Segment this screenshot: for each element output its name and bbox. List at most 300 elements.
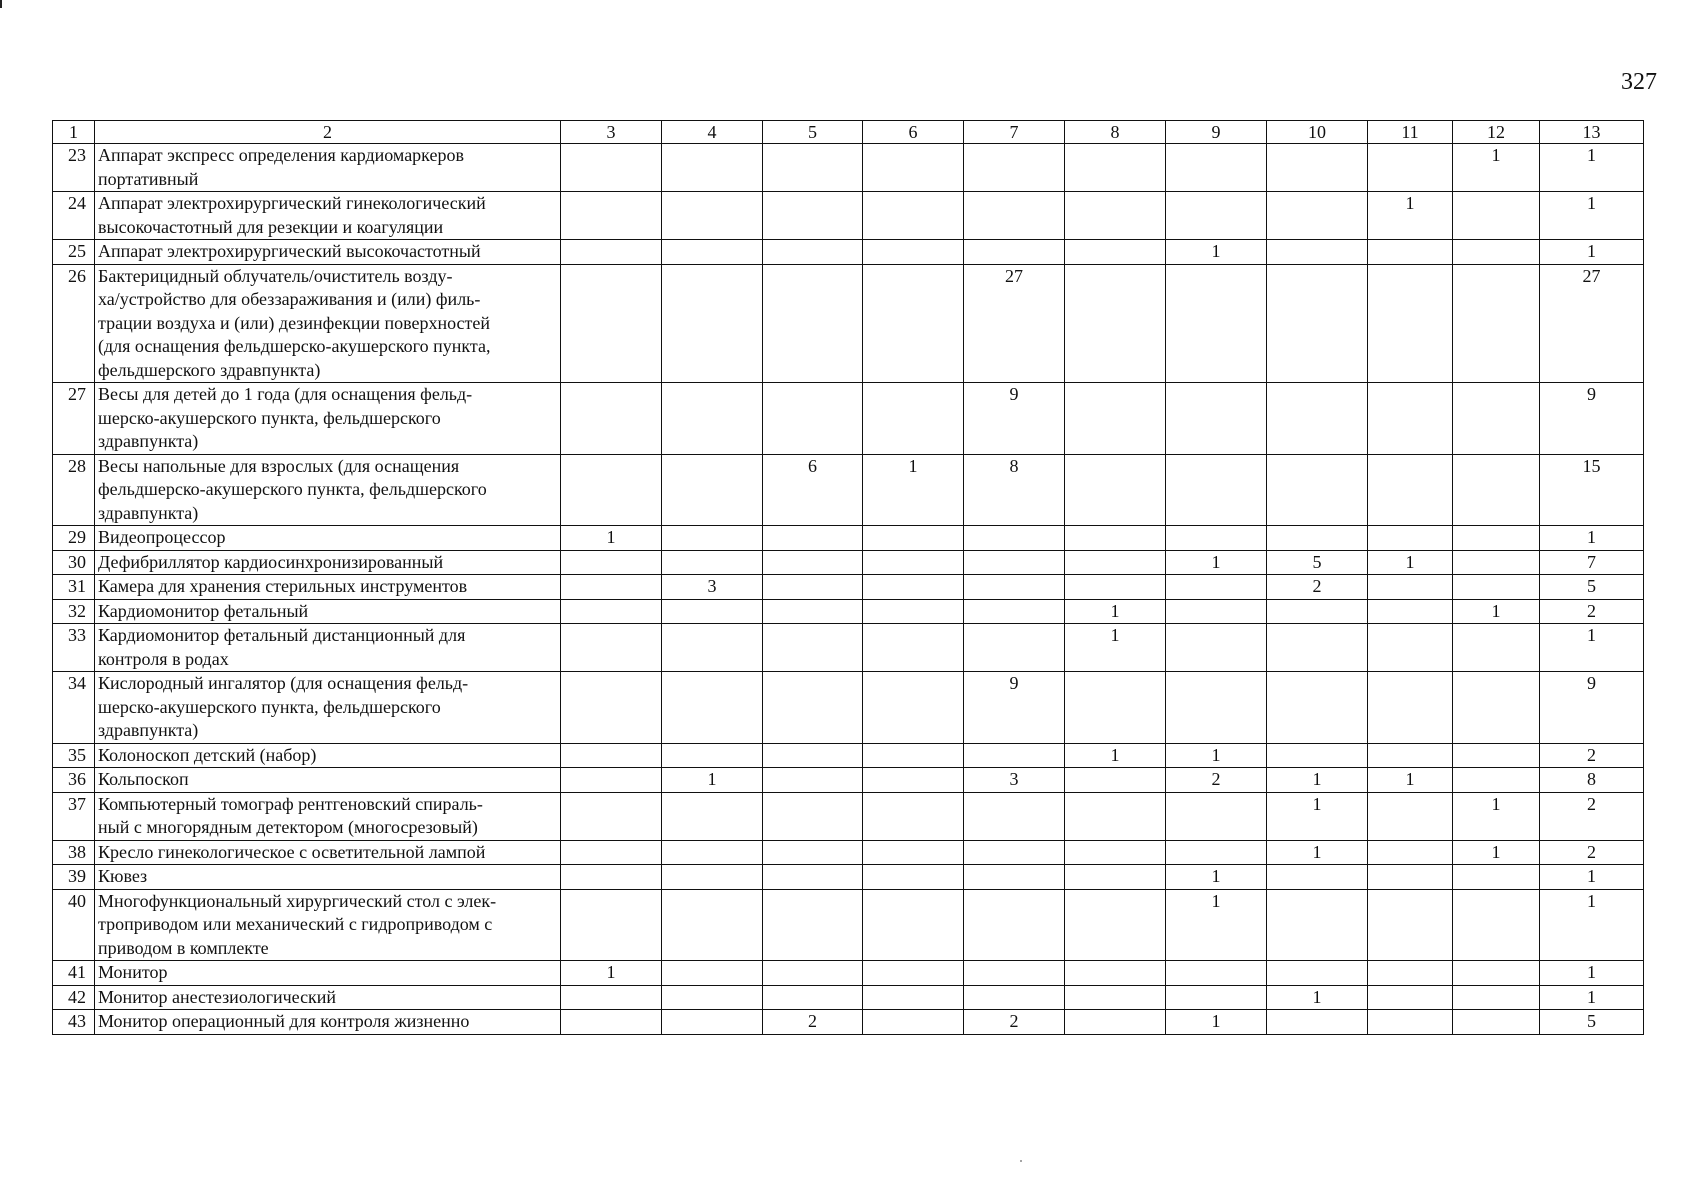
quantity-cell: [1453, 550, 1540, 575]
quantity-cell: [1065, 889, 1166, 961]
quantity-cell: [1166, 840, 1267, 865]
equipment-name: [95, 454, 561, 526]
quantity-cell: [1065, 383, 1166, 455]
quantity-cell: 1: [1540, 624, 1644, 672]
table-header-row: [53, 121, 1644, 144]
equipment-name-line: приводом в комплекте: [98, 937, 269, 958]
row-number: 37: [53, 792, 95, 840]
table-row: [53, 550, 1644, 575]
quantity-cell: [863, 961, 964, 986]
equipment-name: [95, 264, 561, 383]
quantity-cell: 3: [964, 768, 1065, 793]
quantity-cell: [1368, 144, 1453, 192]
quantity-cell: [1368, 240, 1453, 265]
row-number: 33: [53, 624, 95, 672]
quantity-cell: [662, 865, 763, 890]
quantity-cell: [561, 768, 662, 793]
equipment-name: [95, 1010, 561, 1035]
quantity-cell: [1267, 144, 1368, 192]
table-row: [53, 985, 1644, 1010]
quantity-cell: [1453, 624, 1540, 672]
quantity-cell: 5: [1540, 575, 1644, 600]
quantity-cell: 1: [1453, 792, 1540, 840]
row-number: 42: [53, 985, 95, 1010]
quantity-cell: [863, 743, 964, 768]
quantity-cell: [1267, 961, 1368, 986]
quantity-cell: [561, 889, 662, 961]
table-row: [53, 526, 1644, 551]
equipment-name: [95, 599, 561, 624]
quantity-cell: [964, 961, 1065, 986]
equipment-name-line: Кардиомонитор фетальный: [98, 600, 309, 621]
row-number: 31: [53, 575, 95, 600]
column-header: 13: [1540, 121, 1644, 144]
quantity-cell: [763, 768, 863, 793]
column-header: 3: [561, 121, 662, 144]
quantity-cell: [763, 840, 863, 865]
table-row: [53, 624, 1644, 672]
quantity-cell: [1453, 1010, 1540, 1035]
equipment-name-line: портативный: [98, 168, 199, 189]
equipment-name-line: Монитор операционный для контроля жизненно: [98, 1011, 470, 1031]
equipment-name: [95, 961, 561, 986]
row-number: 32: [53, 599, 95, 624]
table-row: [53, 672, 1644, 744]
quantity-cell: [763, 575, 863, 600]
quantity-cell: 9: [964, 672, 1065, 744]
equipment-name-line: фельдшерского здравпункта): [98, 359, 321, 380]
quantity-cell: [1368, 454, 1453, 526]
quantity-cell: [1166, 599, 1267, 624]
equipment-name: [95, 192, 561, 240]
equipment-name-line: фельдшерско-акушерского пункта, фельдшерского: [98, 479, 487, 499]
quantity-cell: [763, 144, 863, 192]
quantity-cell: [662, 144, 763, 192]
quantity-cell: [1368, 889, 1453, 961]
quantity-cell: [763, 961, 863, 986]
equipment-name-line: Аппарат электрохирургический гинекологический: [98, 193, 486, 213]
equipment-name-line: здравпункта): [98, 502, 199, 523]
quantity-cell: 2: [1540, 840, 1644, 865]
quantity-cell: [863, 550, 964, 575]
quantity-cell: 9: [964, 383, 1065, 455]
table-row: [53, 454, 1644, 526]
quantity-cell: [1453, 889, 1540, 961]
quantity-cell: [964, 192, 1065, 240]
column-header: 12: [1453, 121, 1540, 144]
table-row: [53, 240, 1644, 265]
table-row: [53, 840, 1644, 865]
quantity-cell: [1166, 264, 1267, 383]
quantity-cell: 6: [763, 454, 863, 526]
equipment-name: [95, 840, 561, 865]
quantity-cell: [964, 624, 1065, 672]
quantity-cell: [1453, 264, 1540, 383]
row-number: 27: [53, 383, 95, 455]
quantity-cell: [763, 550, 863, 575]
quantity-cell: [1065, 264, 1166, 383]
column-header: 6: [863, 121, 964, 144]
quantity-cell: [1368, 1010, 1453, 1035]
quantity-cell: [763, 624, 863, 672]
row-number: 38: [53, 840, 95, 865]
quantity-cell: [863, 985, 964, 1010]
column-header: 2: [95, 121, 561, 144]
row-number: 34: [53, 672, 95, 744]
column-header: 7: [964, 121, 1065, 144]
quantity-cell: [863, 575, 964, 600]
quantity-cell: [1368, 575, 1453, 600]
quantity-cell: [1368, 865, 1453, 890]
quantity-cell: [763, 985, 863, 1010]
equipment-name: [95, 575, 561, 600]
equipment-name: [95, 743, 561, 768]
quantity-cell: [662, 840, 763, 865]
quantity-cell: [1267, 240, 1368, 265]
quantity-cell: [1267, 599, 1368, 624]
quantity-cell: [561, 575, 662, 600]
quantity-cell: 1: [1453, 144, 1540, 192]
quantity-cell: [1166, 961, 1267, 986]
quantity-cell: [1166, 672, 1267, 744]
quantity-cell: [1267, 672, 1368, 744]
quantity-cell: [1368, 985, 1453, 1010]
equipment-name: [95, 144, 561, 192]
quantity-cell: [1267, 454, 1368, 526]
equipment-name: [95, 624, 561, 672]
quantity-cell: [1065, 865, 1166, 890]
quantity-cell: [1166, 624, 1267, 672]
quantity-cell: [1453, 240, 1540, 265]
quantity-cell: 1: [1540, 192, 1644, 240]
quantity-cell: [1368, 961, 1453, 986]
quantity-cell: [1065, 550, 1166, 575]
quantity-cell: [1166, 192, 1267, 240]
equipment-name-line: ный с многорядным детектором (многосрезовый): [98, 817, 478, 837]
quantity-cell: [863, 599, 964, 624]
quantity-cell: [863, 1010, 964, 1035]
equipment-table: [52, 120, 1644, 1035]
quantity-cell: [763, 383, 863, 455]
quantity-cell: [1166, 575, 1267, 600]
equipment-name-line: Аппарат экспресс определения кардиомаркеров: [98, 145, 464, 165]
quantity-cell: 1: [1540, 961, 1644, 986]
quantity-cell: 2: [1166, 768, 1267, 793]
equipment-name-line: шерско-акушерского пункта, фельдшерского: [98, 696, 441, 717]
quantity-cell: [763, 743, 863, 768]
quantity-cell: [1166, 792, 1267, 840]
quantity-cell: [863, 840, 964, 865]
quantity-cell: 1: [1267, 985, 1368, 1010]
quantity-cell: 1: [1540, 985, 1644, 1010]
quantity-cell: 8: [964, 454, 1065, 526]
equipment-name: [95, 526, 561, 551]
equipment-name-line: Кардиомонитор фетальный дистанционный для: [98, 625, 466, 645]
quantity-cell: [561, 985, 662, 1010]
quantity-cell: [863, 192, 964, 240]
quantity-cell: [1368, 264, 1453, 383]
table-row: [53, 192, 1644, 240]
table-row: [53, 792, 1644, 840]
quantity-cell: 1: [1368, 768, 1453, 793]
quantity-cell: 1: [1267, 768, 1368, 793]
equipment-name: [95, 865, 561, 890]
quantity-cell: [561, 550, 662, 575]
quantity-cell: [1267, 264, 1368, 383]
quantity-cell: 2: [763, 1010, 863, 1035]
quantity-cell: [1065, 672, 1166, 744]
quantity-cell: 1: [1267, 840, 1368, 865]
quantity-cell: [863, 865, 964, 890]
quantity-cell: [1453, 743, 1540, 768]
quantity-cell: [561, 672, 662, 744]
quantity-cell: 1: [1166, 865, 1267, 890]
equipment-name-line: Компьютерный томограф рентгеновский спираль-: [98, 793, 483, 814]
quantity-cell: [964, 865, 1065, 890]
quantity-cell: [964, 599, 1065, 624]
quantity-cell: 2: [1267, 575, 1368, 600]
column-header: 10: [1267, 121, 1368, 144]
column-header: 11: [1368, 121, 1453, 144]
equipment-name-line: Видеопроцессор: [98, 527, 226, 547]
quantity-cell: [662, 599, 763, 624]
quantity-cell: 1: [1453, 599, 1540, 624]
quantity-cell: 3: [662, 575, 763, 600]
quantity-cell: [1453, 985, 1540, 1010]
equipment-name-line: Бактерицидный облучатель/очиститель возду-: [98, 265, 453, 286]
quantity-cell: [763, 865, 863, 890]
quantity-cell: 1: [662, 768, 763, 793]
equipment-name-line: Многофункциональный хирургический стол с элек-: [98, 890, 497, 911]
quantity-cell: 15: [1540, 454, 1644, 526]
row-number: 25: [53, 240, 95, 265]
quantity-cell: [1267, 526, 1368, 551]
quantity-cell: [863, 624, 964, 672]
quantity-cell: 2: [1540, 743, 1644, 768]
row-number: 28: [53, 454, 95, 526]
quantity-cell: 1: [1166, 889, 1267, 961]
row-number: 26: [53, 264, 95, 383]
quantity-cell: [1267, 865, 1368, 890]
table-row: [53, 383, 1644, 455]
quantity-cell: 9: [1540, 672, 1644, 744]
table-row: [53, 599, 1644, 624]
quantity-cell: [1453, 865, 1540, 890]
quantity-cell: [1368, 840, 1453, 865]
quantity-cell: 2: [1540, 599, 1644, 624]
column-header: 1: [53, 121, 95, 144]
quantity-cell: [662, 383, 763, 455]
quantity-cell: 27: [1540, 264, 1644, 383]
quantity-cell: [863, 240, 964, 265]
scan-mark: [0, 0, 2, 8]
quantity-cell: [863, 264, 964, 383]
quantity-cell: [1453, 383, 1540, 455]
quantity-cell: [561, 383, 662, 455]
quantity-cell: [1065, 961, 1166, 986]
quantity-cell: [863, 383, 964, 455]
quantity-cell: [561, 144, 662, 192]
equipment-name: [95, 383, 561, 455]
equipment-name-line: высокочастотный для резекции и коагуляции: [98, 216, 444, 237]
quantity-cell: [763, 672, 863, 744]
quantity-cell: 1: [1540, 240, 1644, 265]
quantity-cell: [1065, 240, 1166, 265]
quantity-cell: [1267, 889, 1368, 961]
quantity-cell: 1: [1166, 743, 1267, 768]
quantity-cell: 1: [1368, 192, 1453, 240]
quantity-cell: [1065, 454, 1166, 526]
quantity-cell: [662, 264, 763, 383]
equipment-name-line: контроля в родах: [98, 648, 229, 669]
quantity-cell: [561, 264, 662, 383]
quantity-cell: [763, 264, 863, 383]
equipment-name-line: Кресло гинекологическое с осветительной лампой: [98, 841, 486, 862]
quantity-cell: [964, 743, 1065, 768]
equipment-name-line: Кювез: [98, 866, 148, 886]
quantity-cell: [1453, 672, 1540, 744]
quantity-cell: [964, 840, 1065, 865]
equipment-name-line: Колоноскоп детский (набор): [98, 744, 317, 765]
column-header: 5: [763, 121, 863, 144]
quantity-cell: 2: [964, 1010, 1065, 1035]
quantity-cell: [1453, 768, 1540, 793]
quantity-cell: [964, 985, 1065, 1010]
quantity-cell: [561, 865, 662, 890]
quantity-cell: [964, 144, 1065, 192]
quantity-cell: [1065, 526, 1166, 551]
quantity-cell: 1: [1166, 1010, 1267, 1035]
equipment-name: [95, 672, 561, 744]
quantity-cell: [1166, 454, 1267, 526]
equipment-name-line: Весы для детей до 1 года (для оснащения фельд-: [98, 384, 473, 404]
page-number: 327: [1621, 69, 1657, 95]
quantity-cell: [1166, 526, 1267, 551]
equipment-name: [95, 985, 561, 1010]
quantity-cell: [662, 192, 763, 240]
quantity-cell: [662, 792, 763, 840]
quantity-cell: 7: [1540, 550, 1644, 575]
quantity-cell: [1267, 383, 1368, 455]
quantity-cell: [1065, 575, 1166, 600]
row-number: 39: [53, 865, 95, 890]
equipment-name-line: Аппарат электрохирургический высокочастотный: [98, 241, 481, 261]
quantity-cell: [863, 792, 964, 840]
quantity-cell: [1453, 961, 1540, 986]
row-number: 29: [53, 526, 95, 551]
quantity-cell: 1: [1368, 550, 1453, 575]
quantity-cell: [561, 743, 662, 768]
quantity-cell: [1267, 1010, 1368, 1035]
table-body: [53, 121, 1644, 1035]
quantity-cell: [662, 743, 763, 768]
quantity-cell: 8: [1540, 768, 1644, 793]
equipment-name: [95, 889, 561, 961]
equipment-name-line: Кислородный ингалятор (для оснащения фельд-: [98, 673, 469, 693]
quantity-cell: [1065, 840, 1166, 865]
column-header: 9: [1166, 121, 1267, 144]
quantity-cell: [1368, 624, 1453, 672]
row-number: 41: [53, 961, 95, 986]
quantity-cell: [1368, 672, 1453, 744]
quantity-cell: [1065, 144, 1166, 192]
quantity-cell: [863, 672, 964, 744]
quantity-cell: [1453, 454, 1540, 526]
quantity-cell: [763, 599, 863, 624]
quantity-cell: [662, 550, 763, 575]
quantity-cell: [1166, 383, 1267, 455]
table-row: [53, 144, 1644, 192]
quantity-cell: 27: [964, 264, 1065, 383]
quantity-cell: [561, 792, 662, 840]
quantity-cell: [561, 624, 662, 672]
quantity-cell: [662, 889, 763, 961]
row-number: 23: [53, 144, 95, 192]
quantity-cell: [662, 1010, 763, 1035]
quantity-cell: [964, 550, 1065, 575]
table-row: [53, 264, 1644, 383]
quantity-cell: [1453, 192, 1540, 240]
quantity-cell: [1453, 526, 1540, 551]
row-number: 35: [53, 743, 95, 768]
quantity-cell: [1368, 383, 1453, 455]
column-header: 8: [1065, 121, 1166, 144]
quantity-cell: [561, 240, 662, 265]
quantity-cell: [964, 792, 1065, 840]
quantity-cell: 1: [1166, 240, 1267, 265]
equipment-name-line: Камера для хранения стерильных инструментов: [98, 576, 468, 596]
equipment-name-line: Монитор анестезиологический: [98, 986, 337, 1007]
equipment-name-line: (для оснащения фельдшерско-акушерского пункта,: [98, 336, 491, 356]
quantity-cell: [763, 240, 863, 265]
quantity-cell: 1: [1540, 144, 1644, 192]
quantity-cell: 1: [1540, 865, 1644, 890]
quantity-cell: [662, 526, 763, 551]
quantity-cell: [1065, 792, 1166, 840]
quantity-cell: [763, 792, 863, 840]
quantity-cell: [1267, 624, 1368, 672]
row-number: 43: [53, 1010, 95, 1035]
equipment-name-line: Дефибриллятор кардиосинхронизированный: [98, 551, 444, 572]
column-header: 4: [662, 121, 763, 144]
quantity-cell: [964, 889, 1065, 961]
quantity-cell: [763, 889, 863, 961]
quantity-cell: [1368, 599, 1453, 624]
row-number: 24: [53, 192, 95, 240]
equipment-name-line: Кольпоскоп: [98, 769, 189, 789]
equipment-name-line: здравпункта): [98, 431, 199, 451]
quantity-cell: [763, 192, 863, 240]
equipment-name: [95, 768, 561, 793]
equipment-name-line: трации воздуха и (или) дезинфекции поверхностей: [98, 312, 491, 333]
table-row: [53, 889, 1644, 961]
quantity-cell: [1267, 192, 1368, 240]
table-row: [53, 575, 1644, 600]
quantity-cell: [662, 240, 763, 265]
quantity-cell: [662, 961, 763, 986]
quantity-cell: [1267, 743, 1368, 768]
table-row: [53, 865, 1644, 890]
row-number: 30: [53, 550, 95, 575]
table-row: [53, 743, 1644, 768]
quantity-cell: 1: [1267, 792, 1368, 840]
equipment-name-line: шерско-акушерского пункта, фельдшерского: [98, 407, 441, 428]
equipment-name-line: Весы напольные для взрослых (для оснащения: [98, 455, 460, 476]
quantity-cell: 1: [1540, 889, 1644, 961]
quantity-cell: [1065, 192, 1166, 240]
table-row: [53, 961, 1644, 986]
quantity-cell: [662, 624, 763, 672]
